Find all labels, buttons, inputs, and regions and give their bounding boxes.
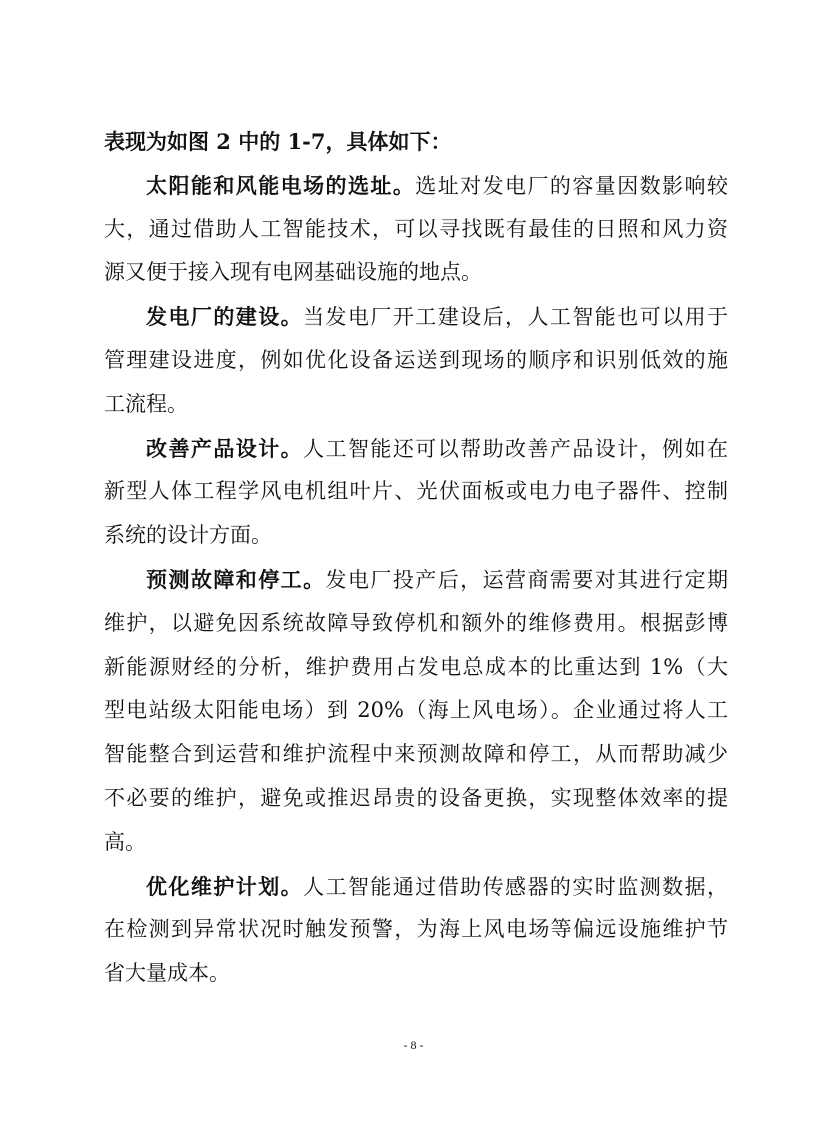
paragraph-3-text: 人工智能还可以帮助改善产品设计，例如在 [303,436,729,461]
paragraph-1-text: 选址对发电厂的容量因数影响较 [415,173,729,198]
intro-line: 表现为如图 2 中的 1-7，具体如下： [104,129,452,154]
paragraph-4-line-6: 不必要的维护，避免或推迟昂贵的设备更换，实现整体效率的提 [104,785,728,810]
document-body [104,120,728,996]
paragraph-3-line-2: 新型人体工程学风电机组叶片、光伏面板或电力电子器件、控制 [104,479,728,504]
paragraph-4-heading: 预测故障和停工。 [146,566,326,592]
paragraph-2-line-3: 工流程。 [104,391,188,416]
paragraph-2-heading: 发电厂的建设。 [146,304,304,330]
paragraph-1-line-2: 大，通过借助人工智能技术，可以寻找既有最佳的日照和风力资 [104,216,728,241]
paragraph-5-line-1 [104,865,728,909]
paragraph-4-line-3: 新能源财经的分析，维护费用占发电总成本的比重达到 1%（大 [104,654,728,679]
paragraph-4-line-5: 智能整合到运营和维护流程中来预测故障和停工，从而帮助减少 [104,742,728,767]
paragraph-4-text: 发电厂投产后，运营商需要对其进行定期 [325,567,729,592]
paragraph-3-heading: 改善产品设计。 [146,435,304,461]
paragraph-2-line-2: 管理建设进度，例如优化设备运送到现场的顺序和识别低效的施 [104,347,728,372]
paragraph-5-heading: 优化维护计划。 [146,873,304,899]
paragraph-1-line-1 [104,164,728,208]
paragraph-3-line-1 [104,427,728,471]
paragraph-5-text: 人工智能通过借助传感器的实时监测数据， [303,874,729,899]
paragraph-4-line-2: 维护，以避免因系统故障导致停机和额外的维修费用。根据彭博 [104,610,728,635]
paragraph-2-line-1 [104,295,728,339]
paragraph-1-heading: 太阳能和风能电场的选址。 [146,172,416,198]
paragraph-5-line-3: 省大量成本。 [104,961,230,986]
page-number: - 8 - [403,1038,424,1052]
paragraph-4-line-1 [104,558,728,602]
paragraph-1-line-3: 源又便于接入现有电网基础设施的地点。 [104,260,482,285]
paragraph-2-text: 当发电厂开工建设后，人工智能也可以用于 [303,305,729,330]
paragraph-5-line-2: 在检测到异常状况时触发预警，为海上风电场等偏远设施维护节 [104,917,728,942]
paragraph-4-line-4: 型电站级太阳能电场）到 20%（海上风电场）。企业通过将人工 [104,698,728,723]
paragraph-4-line-7: 高。 [104,829,146,854]
paragraph-3-line-3: 系统的设计方面。 [104,523,272,548]
